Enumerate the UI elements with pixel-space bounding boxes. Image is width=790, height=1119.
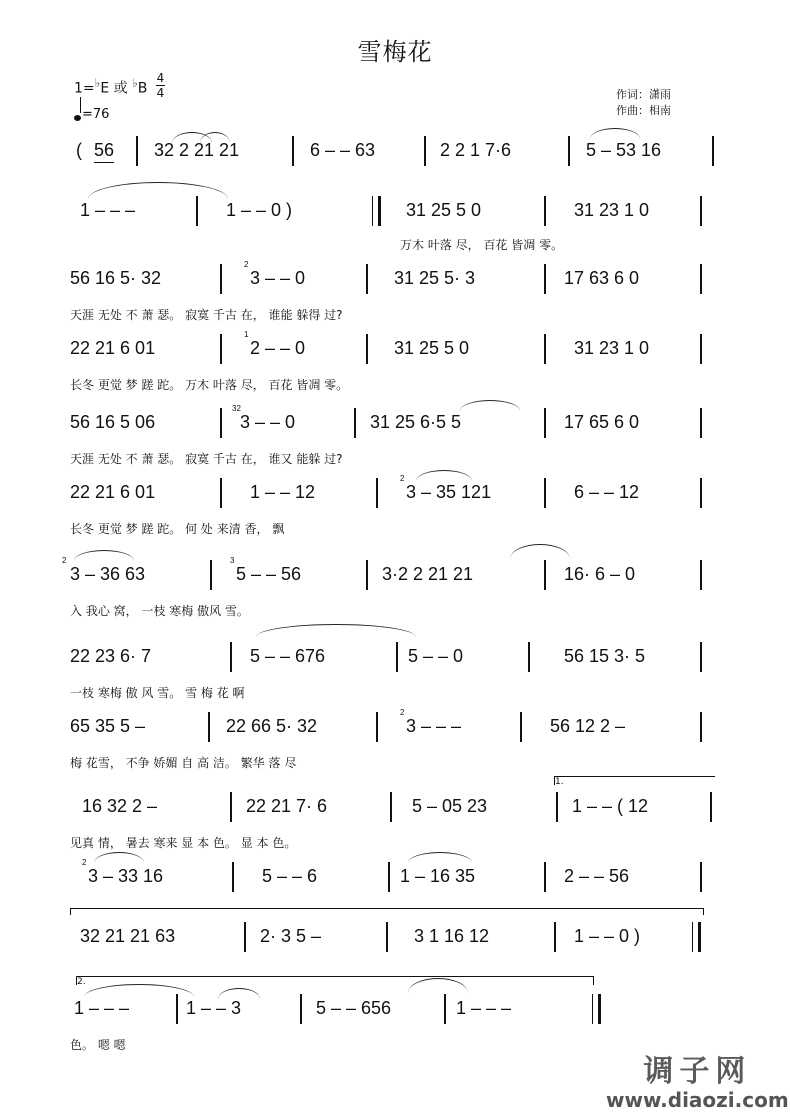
note-group: 22 21 6 01 — [70, 482, 156, 502]
barline — [712, 136, 714, 166]
staff-row-12 — [70, 926, 720, 960]
note-group: 31 23 1 0 — [574, 200, 650, 220]
slur — [510, 544, 570, 559]
note-group: 1 – – 3 — [186, 998, 242, 1018]
volta-2: 2. — [76, 976, 594, 985]
barline — [568, 136, 570, 166]
barline — [136, 136, 138, 166]
time-signature — [156, 72, 165, 99]
staff-row-2 — [70, 200, 720, 252]
barline — [396, 642, 398, 672]
barline — [220, 334, 222, 364]
barline — [230, 792, 232, 822]
composer: 作曲：相南 — [616, 104, 671, 117]
barline — [366, 264, 368, 294]
lyrics: 长冬 更觉 梦 蹉 跎。 万木 叶落 尽， 百花 皆凋 零。 — [70, 378, 349, 392]
note-group: 1 – – – — [456, 998, 512, 1018]
final-barline — [592, 994, 601, 1024]
quarter-note-icon — [74, 115, 81, 121]
slur — [460, 400, 520, 411]
staff-row-1 — [70, 140, 720, 174]
barline — [196, 196, 198, 226]
barline — [544, 478, 546, 508]
grace-note: 2 — [62, 556, 67, 565]
lyrics: 一枝 寒梅 傲 风 雪。 雪 梅 花 啊 — [70, 686, 245, 700]
key-e: E 或 — [100, 80, 133, 97]
note-group: 31 25 5· 3 — [394, 268, 476, 288]
note-group: 5 – – 6 — [262, 866, 318, 886]
flat-icon: ♭ — [94, 76, 101, 90]
grace-note: 1 — [244, 330, 249, 339]
barline — [700, 862, 702, 892]
barline — [232, 862, 234, 892]
note-group: 1 – – 0 ) — [574, 926, 641, 946]
barline — [376, 712, 378, 742]
slur — [416, 470, 472, 481]
lyrics: 入 我心 窝， 一枝 寒梅 傲风 雪。 — [70, 604, 249, 618]
barline — [556, 792, 558, 822]
tie — [88, 182, 228, 199]
staff-row-9 — [70, 708, 720, 770]
note-group: 56 12 2 – — [550, 716, 626, 736]
barline — [424, 136, 426, 166]
note-group: 22 21 6 01 — [70, 338, 156, 358]
barline — [210, 560, 212, 590]
time-bottom: 4 — [156, 86, 165, 100]
note-group: 1 – – ( 12 — [572, 796, 649, 816]
barline — [388, 862, 390, 892]
lyricist: 作词：潇雨 — [616, 88, 671, 101]
tempo-marking — [74, 102, 109, 122]
grace-note: 2 — [400, 708, 405, 717]
barline — [544, 264, 546, 294]
note-group: 5 – – 0 — [408, 646, 464, 666]
barline — [376, 478, 378, 508]
note-group: 1 – – – — [74, 998, 130, 1018]
staff-row-13 — [70, 977, 720, 1052]
barline — [544, 334, 546, 364]
barline — [390, 792, 392, 822]
note-group: 3 1 16 12 — [414, 926, 490, 946]
key-b: B — [137, 80, 148, 97]
note-group: 22 66 5· 32 — [226, 716, 318, 736]
note-group: 3 – 36 63 — [70, 564, 146, 584]
note-group: 2 – – 0 — [250, 338, 306, 358]
lyrics: 长冬 更觉 梦 蹉 跎。 何 处 来清 香， 飘 — [70, 522, 285, 536]
barline — [292, 136, 294, 166]
barline — [220, 408, 222, 438]
staff-row-6 — [70, 474, 720, 536]
slur — [94, 852, 144, 863]
note-group: 2 2 1 7·6 — [440, 140, 512, 160]
barline — [220, 478, 222, 508]
slur — [408, 852, 472, 863]
note-group: 5 – – 56 — [236, 564, 302, 584]
barline — [354, 408, 356, 438]
barline — [544, 196, 546, 226]
credits — [616, 87, 671, 119]
key-signature — [74, 76, 147, 98]
song-title: 雪梅花 — [357, 38, 433, 66]
note-group: 32 21 21 63 — [80, 926, 176, 946]
note-group: 31 25 6·5 5 — [370, 412, 462, 432]
repeat-start — [372, 196, 381, 226]
barline — [700, 560, 702, 590]
watermark — [606, 1046, 789, 1112]
note-group: 1 – – 12 — [250, 482, 316, 502]
grace-note: 2 — [82, 858, 87, 867]
barline — [700, 264, 702, 294]
staff-row-5 — [70, 404, 720, 466]
tie — [84, 984, 194, 997]
note-group: 31 25 5 0 — [394, 338, 470, 358]
barline — [444, 994, 446, 1024]
barline — [366, 334, 368, 364]
note-group: 3 – 35 121 — [406, 482, 492, 502]
note-group: 5 – – 656 — [316, 998, 392, 1018]
note-group: 6 – – 63 — [310, 140, 376, 160]
watermark-url: www.diaozi.com — [606, 1088, 789, 1112]
slur — [590, 128, 640, 139]
barline — [520, 712, 522, 742]
note-group: 32 2 21 21 — [154, 140, 240, 160]
note-group: 22 21 7· 6 — [246, 796, 328, 816]
staff-row-10 — [70, 777, 720, 850]
barline — [230, 642, 232, 672]
slur — [200, 132, 230, 143]
lyrics: 见真 情， 暑去 寒来 显 本 色。 显 本 色。 — [70, 836, 297, 850]
barline — [544, 560, 546, 590]
watermark-name: 调子网 — [643, 1054, 752, 1089]
barline — [700, 408, 702, 438]
note-group: 3 – – – — [406, 716, 462, 736]
note-group: 6 – – 12 — [574, 482, 640, 502]
volta-1: 1. — [554, 776, 715, 785]
barline — [700, 642, 702, 672]
barline — [700, 478, 702, 508]
tie — [256, 624, 416, 637]
slur — [74, 550, 134, 561]
lyrics: 梅 花雪， 不争 娇媚 自 高 洁。 繁华 落 尽 — [70, 756, 297, 770]
note-group: 3 – – 0 — [240, 412, 296, 432]
barline — [176, 994, 178, 1024]
barline — [220, 264, 222, 294]
staff-row-11 — [70, 858, 720, 900]
note-group: 2 – – 56 — [564, 866, 630, 886]
note-group: 22 23 6· 7 — [70, 646, 152, 666]
note-group: 56 16 5· 32 — [70, 268, 162, 288]
barline — [386, 922, 388, 952]
staff-row-3 — [70, 260, 720, 322]
grace-note: 32 — [232, 404, 241, 413]
lyrics: 天涯 无处 不 萧 瑟。 寂寞 千古 在， 谁又 能躲 过? — [70, 452, 343, 466]
barline — [300, 994, 302, 1024]
grace-note: 3 — [230, 556, 235, 565]
note-group: 3·2 2 21 21 — [382, 564, 474, 584]
note-group: 5 – 05 23 — [412, 796, 488, 816]
barline — [244, 922, 246, 952]
note-group: 1 – – 0 ) — [226, 200, 293, 220]
note-group: 5 – – 676 — [250, 646, 326, 666]
note-group: 31 25 5 0 — [406, 200, 482, 220]
barline — [544, 408, 546, 438]
grace-note: 2 — [400, 474, 405, 483]
bracket-line — [70, 908, 704, 915]
barline — [366, 560, 368, 590]
note-group: 2· 3 5 – — [260, 926, 322, 946]
lyrics: 色。 嗯 嗯 — [70, 1038, 126, 1052]
note-group: 5 – 53 16 — [586, 140, 662, 160]
note-group: 17 65 6 0 — [564, 412, 640, 432]
flat-icon: ♭ — [132, 76, 138, 90]
barline — [544, 862, 546, 892]
note-group: 56 16 5 06 — [70, 412, 156, 432]
note-group: 16· 6 – 0 — [564, 564, 636, 584]
open-paren: ( — [76, 140, 82, 160]
barline — [528, 642, 530, 672]
barline — [700, 712, 702, 742]
barline — [554, 922, 556, 952]
barline — [208, 712, 210, 742]
note-group: 56 — [94, 140, 114, 163]
key-prefix: 1= — [74, 80, 95, 97]
note-group: 65 35 5 – — [70, 716, 146, 736]
lyrics: 天涯 无处 不 萧 瑟。 寂寞 千古 在， 谁能 躲得 过? — [70, 308, 343, 322]
repeat-end — [692, 922, 701, 952]
note-group: 17 63 6 0 — [564, 268, 640, 288]
barline — [700, 334, 702, 364]
staff-row-7 — [62, 556, 720, 618]
staff-row-4 — [70, 330, 720, 392]
staff-row-8 — [70, 646, 720, 700]
barline — [700, 196, 702, 226]
note-group: 31 23 1 0 — [574, 338, 650, 358]
note-group: 3 – 33 16 — [88, 866, 164, 886]
slur — [218, 988, 260, 999]
note-group: 1 – – – — [80, 200, 136, 220]
note-group: 1 – 16 35 — [400, 866, 476, 886]
barline — [710, 792, 712, 822]
grace-note: 2 — [244, 260, 249, 269]
lyrics: 万木 叶落 尽， 百花 皆凋 零。 — [400, 238, 564, 252]
time-top: 4 — [156, 71, 165, 85]
tempo-value: =76 — [82, 107, 110, 122]
note-group: 3 – – 0 — [250, 268, 306, 288]
note-group: 56 15 3· 5 — [564, 646, 646, 666]
note-group: 16 32 2 – — [82, 796, 158, 816]
